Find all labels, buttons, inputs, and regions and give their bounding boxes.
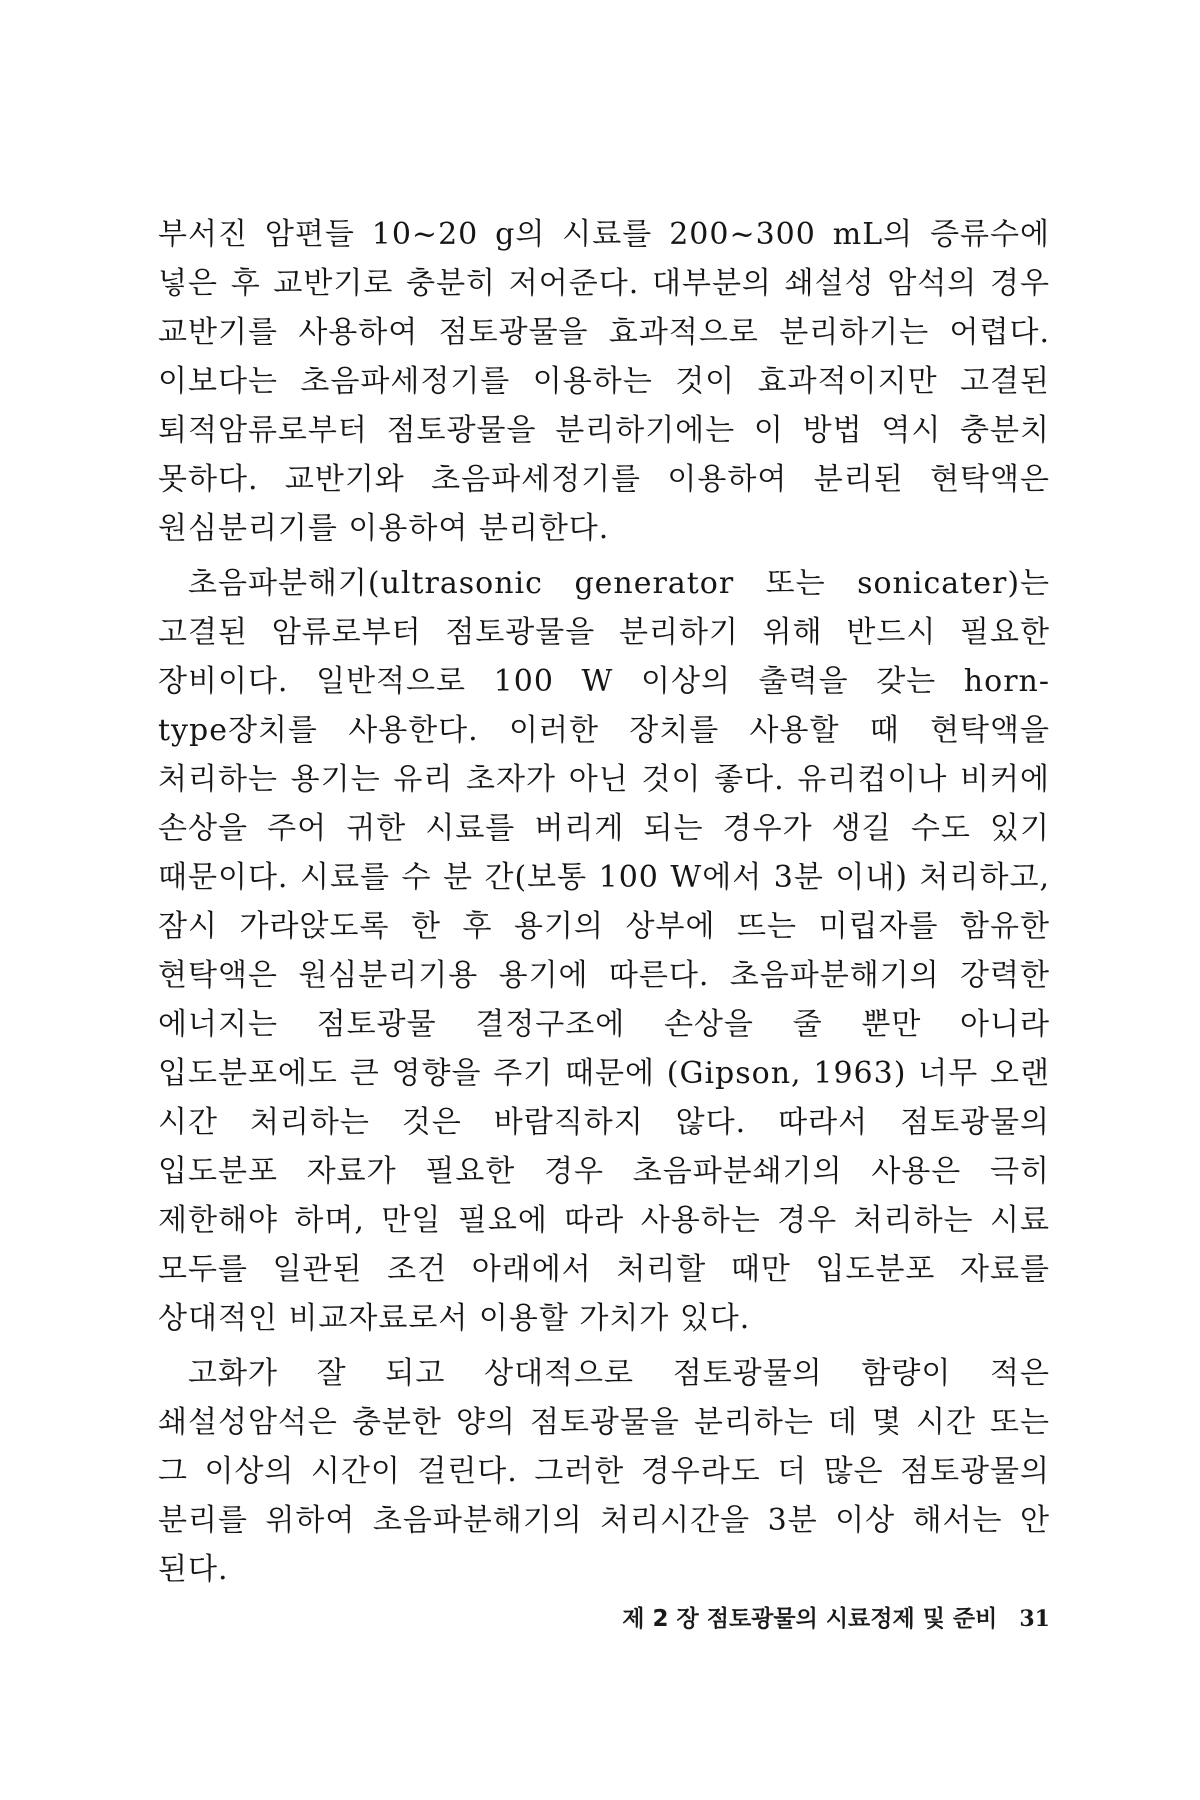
paragraph-3: 고화가 잘 되고 상대적으로 점토광물의 함량이 적은 쇄설성암석은 충분한 양의 점토광물을 분리하는 데 몇 시간 또는 그 이상의 시간이 걸린다. 그러한 경우라도 더 많은 점토광물의 분리를 위하여 초음파분해기의 처리시간을 3분 이상 해서는 안 된다.	[158, 1356, 1050, 1587]
paragraph-2: 초음파분해기(ultrasonic generator 또는 sonicater)는 고결된 암류로부터 점토광물을 분리하기 위해 반드시 필요한 장비이다. 일반적으로 100 W 이상의 출력을 갖는 horn-type장치를 사용한다. 이러한 장치를 사용할 때 현탁액을 처리하는 용기는 유리 초자가 아닌 것이 좋다. 유리컵이나 비커에 손상을 주어 귀한 시료를 버리게 되는 경우가 생길 수도 있기 때문이다. 시료를 수 분 간(보통 100 W에서 3분 이내) 처리하고, 잠시 가라앉도록 한 후 용기의 상부에 뜨는 미립자를 함유한 현탁액은 원심분리기용 용기에 따른다. 초음파분해기의 강력한 에너지는 점토광물 결정구조에 손상을 줄 뿐만 아니라 입도분포에도 큰 영향을 주기 때문에 (Gipson, 1963) 너무 오랜 시간 처리하는 것은 바람직하지 않다. 따라서 점토광물의 입도분포 자료가 필요한 경우 초음파분쇄기의 사용은 극히 제한해야 하며, 만일 필요에 따라 사용하는 경우 처리하는 시료 모두를 일관된 조건 아래에서 처리할 때만 입도분포 자료를 상대적인 비교자료로서 이용할 가치가 있다.	[158, 566, 1050, 1336]
chapter-title: 제 2 장 점토광물의 시료정제 및 준비	[622, 1606, 998, 1632]
body-text	[158, 210, 1050, 1594]
paragraph-1: 부서진 암편들 10~20 g의 시료를 200~300 mL의 증류수에 넣은 후 교반기로 충분히 저어준다. 대부분의 쇄설성 암석의 경우 교반기를 사용하여 점토광물을 효과적으로 분리하기는 어렵다. 이보다는 초음파세정기를 이용하는 것이 효과적이지만 고결된 퇴적암류로부터 점토광물을 분리하기에는 이 방법 역시 충분치 못하다. 교반기와 초음파세정기를 이용하여 분리된 현탁액은 원심분리기를 이용하여 분리한다.	[158, 217, 1050, 546]
page-number: 31	[1019, 1606, 1050, 1632]
running-footer	[540, 1600, 1050, 1633]
